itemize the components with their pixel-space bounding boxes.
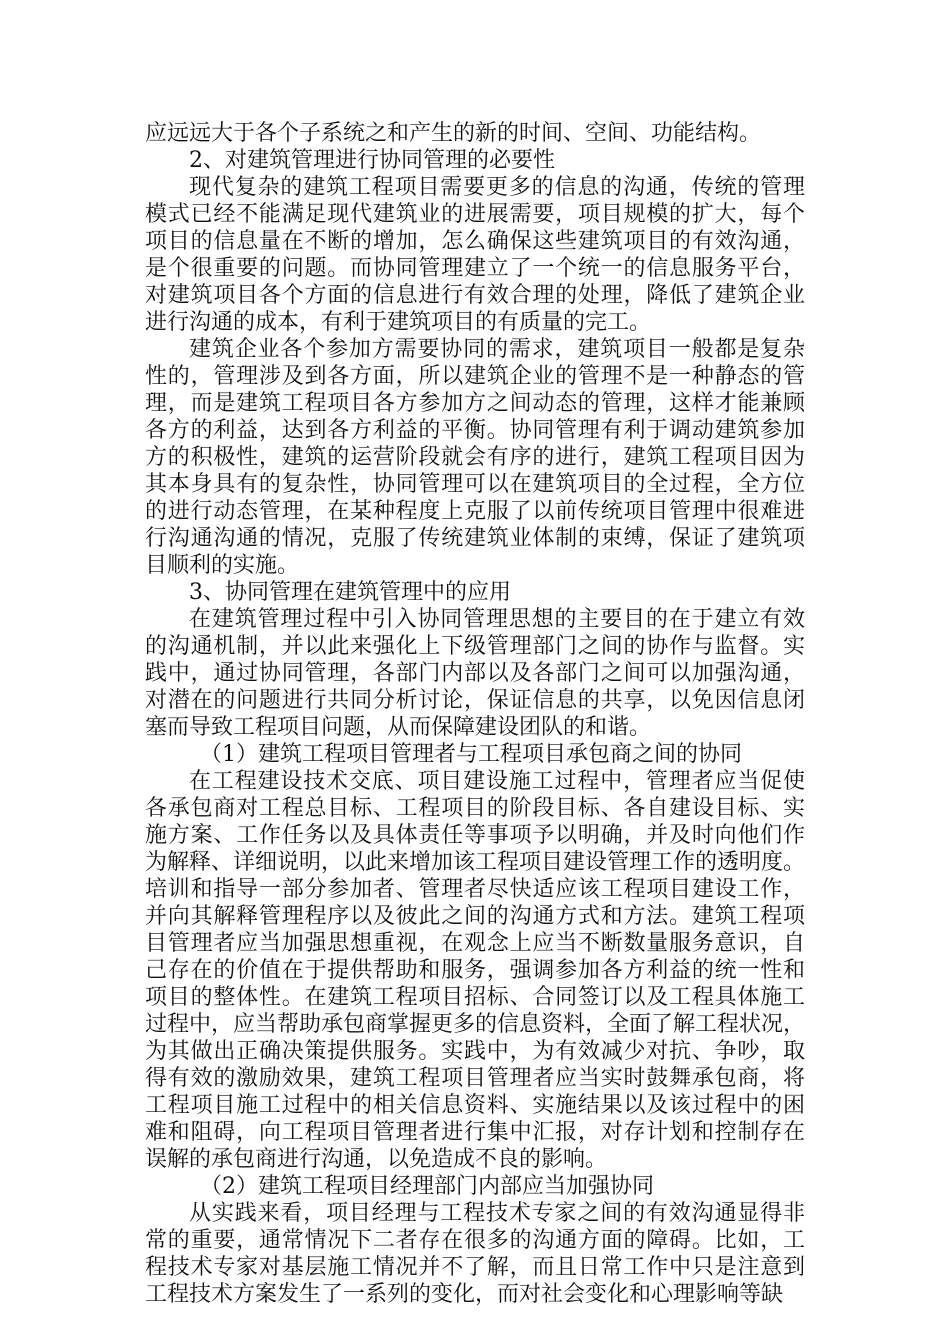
text-line: 目顺利的实施。	[145, 553, 300, 578]
subsection-heading-subheading-1	[145, 741, 805, 768]
text-line: 建筑企业各个参加方需要协同的需求，建筑项目一般都是复杂	[189, 337, 805, 362]
text-line: 从实践来看，项目经理与工程技术专家之间的有效沟通显得非	[189, 1201, 805, 1226]
text-line: 己存在的价值在于提供帮助和服务，强调参加各方利益的统一性和	[145, 958, 805, 983]
text-line: 施方案、工作任务以及具体责任等事项予以明确，并及时向他们作	[145, 823, 805, 848]
text-line: 在建筑管理过程中引入协同管理思想的主要目的在于建立有效	[189, 607, 805, 632]
text-line: （2）建筑工程项目经理部门内部应当加强协同	[200, 1174, 654, 1199]
text-line: 践中，通过协同管理，各部门内部以及各部门之间可以加强沟通，	[145, 661, 805, 686]
text-line: 是个很重要的问题。而协同管理建立了一个统一的信息服务平台，	[145, 256, 805, 281]
text-line: 理，而是建筑工程项目各方参加方之间动态的管理，这样才能兼顾	[145, 391, 805, 416]
text-line: 培训和指导一部分参加者、管理者尽快适应该工程项目建设工作，	[145, 877, 805, 902]
paragraph-p-contractor	[145, 768, 805, 1173]
text-line: 2、对建筑管理进行协同管理的必要性	[189, 148, 555, 173]
text-line: 3、协同管理在建筑管理中的应用	[189, 580, 511, 605]
text-line: 工程技术方案发生了一系列的变化，而对社会变化和心理影响等缺	[145, 1282, 784, 1307]
text-line: 难和阻碍，向工程项目管理者进行集中汇报，对存计划和控制存在	[145, 1120, 805, 1145]
section-heading-heading-2	[145, 147, 805, 174]
paragraph-p-mechanism	[145, 606, 805, 741]
paragraph-p-continuation	[145, 120, 805, 147]
text-line: 得有效的激励效果，建筑工程项目管理者应当实时鼓舞承包商，将	[145, 1066, 805, 1091]
text-line: 行沟通沟通的情况，克服了传统建筑业体制的束缚，保证了建筑项	[145, 526, 805, 551]
text-line: 进行沟通的成本，有利于建筑项目的有质量的完工。	[145, 310, 652, 335]
section-heading-heading-3	[145, 579, 805, 606]
text-line: 现代复杂的建筑工程项目需要更多的信息的沟通，传统的管理	[189, 175, 805, 200]
text-line: 的沟通机制，并以此来强化上下级管理部门之间的协作与监督。实	[145, 634, 805, 659]
paragraph-p-info-communication	[145, 174, 805, 336]
paragraph-p-internal	[145, 1200, 805, 1308]
text-line: 程技术专家对基层施工情况并不了解，而且日常工作中只是注意到	[145, 1255, 805, 1280]
text-line: 模式已经不能满足现代建筑业的进展需要，项目规模的扩大，每个	[145, 202, 805, 227]
text-line: 在工程建设技术交底、项目建设施工过程中，管理者应当促使	[189, 769, 805, 794]
text-line: （1）建筑工程项目管理者与工程项目承包商之间的协同	[200, 742, 742, 767]
paragraph-p-enterprise-needs	[145, 336, 805, 579]
text-line: 常的重要，通常情况下二者存在很多的沟通方面的障碍。比如，工	[145, 1228, 805, 1253]
document-body	[145, 120, 805, 1308]
text-line: 应远远大于各个子系统之和产生的新的时间、空间、功能结构。	[145, 121, 762, 146]
text-line: 并向其解释管理程序以及彼此之间的沟通方式和方法。建筑工程项	[145, 904, 805, 929]
text-line: 其本身具有的复杂性，协同管理可以在建筑项目的全过程，全方位	[145, 472, 805, 497]
text-line: 各承包商对工程总目标、工程项目的阶段目标、各自建设目标、实	[145, 796, 805, 821]
text-line: 为解释、详细说明，以此来增加该工程项目建设管理工作的透明度。	[145, 850, 806, 875]
text-line: 项目的信息量在不断的增加，怎么确保这些建筑项目的有效沟通，	[145, 229, 805, 254]
text-line: 对建筑项目各个方面的信息进行有效合理的处理，降低了建筑企业	[145, 283, 805, 308]
text-line: 性的，管理涉及到各方面，所以建筑企业的管理不是一种静态的管	[145, 364, 805, 389]
text-line: 对潜在的问题进行共同分析讨论，保证信息的共享，以免因信息闭	[145, 688, 805, 713]
text-line: 方的积极性，建筑的运营阶段就会有序的进行，建筑工程项目因为	[145, 445, 805, 470]
text-line: 项目的整体性。在建筑工程项目招标、合同签订以及工程具体施工	[145, 985, 805, 1010]
text-line: 为其做出正确决策提供服务。实践中，为有效减少对抗、争吵，取	[145, 1039, 805, 1064]
text-line: 误解的承包商进行沟通，以免造成不良的影响。	[145, 1147, 608, 1172]
text-line: 各方的利益，达到各方利益的平衡。协同管理有利于调动建筑参加	[145, 418, 805, 443]
text-line: 过程中，应当帮助承包商掌握更多的信息资料，全面了解工程状况，	[145, 1012, 806, 1037]
text-line: 塞而导致工程项目问题，从而保障建设团队的和谐。	[145, 715, 652, 740]
text-line: 的进行动态管理，在某种程度上克服了以前传统项目管理中很难进	[145, 499, 805, 524]
text-line: 工程项目施工过程中的相关信息资料、实施结果以及该过程中的困	[145, 1093, 805, 1118]
subsection-heading-subheading-2	[145, 1173, 805, 1200]
text-line: 目管理者应当加强思想重视，在观念上应当不断数量服务意识，自	[145, 931, 805, 956]
